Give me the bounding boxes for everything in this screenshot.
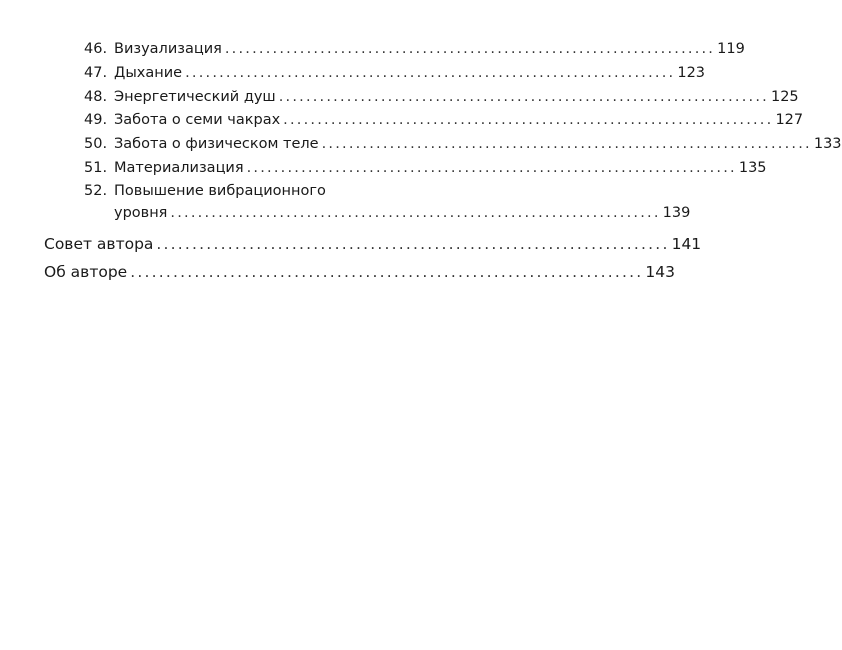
toc-leader-dots: ........................................................................ bbox=[278, 89, 769, 105]
toc-entry-title: Об авторе bbox=[44, 263, 128, 281]
toc-leader-dots: ........................................................................ bbox=[246, 160, 737, 176]
toc-entry-title: Дыхание bbox=[114, 65, 183, 81]
toc-entry-number: 47. bbox=[84, 65, 108, 81]
toc-entry-page: 125 bbox=[770, 89, 799, 105]
toc-entry-title: Совет автора bbox=[44, 235, 154, 253]
toc-entry-48[interactable] bbox=[84, 89, 799, 105]
toc-entry-number: 49. bbox=[84, 112, 108, 128]
toc-entry-title: Энергетический душ bbox=[114, 89, 276, 105]
toc-entry-author-advice[interactable] bbox=[44, 235, 702, 253]
toc-entry-number: 46. bbox=[84, 41, 108, 57]
toc-entry-page: 119 bbox=[717, 41, 745, 57]
toc-entry-52-line1[interactable] bbox=[84, 183, 326, 199]
toc-entry-47[interactable] bbox=[84, 65, 706, 81]
toc-entry-number: 52. bbox=[84, 183, 108, 199]
toc-entry-page: 133 bbox=[813, 136, 842, 152]
toc-leader-dots: ........................................................................ bbox=[170, 205, 661, 221]
toc-leader-dots: ........................................................................ bbox=[283, 112, 774, 128]
toc-entry-46[interactable] bbox=[84, 41, 745, 57]
toc-leader-dots: ........................................................................ bbox=[130, 263, 644, 281]
toc-entry-page: 127 bbox=[775, 112, 804, 128]
toc-entry-page: 141 bbox=[671, 235, 702, 253]
toc-leader-dots: ........................................................................ bbox=[156, 235, 670, 253]
toc-entry-49[interactable] bbox=[84, 112, 804, 128]
toc-entry-52[interactable] bbox=[114, 205, 691, 221]
toc-entry-number: 48. bbox=[84, 89, 108, 105]
toc-entry-page: 143 bbox=[645, 263, 675, 281]
toc-entry-50[interactable] bbox=[84, 136, 842, 152]
toc-entry-page: 123 bbox=[677, 65, 706, 81]
toc-leader-dots: ........................................................................ bbox=[321, 136, 812, 152]
toc-leader-dots: ........................................................................ bbox=[224, 41, 716, 57]
toc-entry-title: Визуализация bbox=[114, 41, 222, 57]
toc-entry-number: 51. bbox=[84, 160, 108, 176]
toc-entry-page: 135 bbox=[738, 160, 767, 176]
toc-entry-page: 139 bbox=[662, 205, 691, 221]
toc-entry-51[interactable] bbox=[84, 160, 767, 176]
toc-entry-number: 50. bbox=[84, 136, 108, 152]
toc-entry-title: Материализация bbox=[114, 160, 244, 176]
toc-entry-title-continued: уровня bbox=[114, 205, 168, 221]
toc-leader-dots: ........................................................................ bbox=[185, 65, 676, 81]
toc-entry-title: Забота о семи чакрах bbox=[114, 112, 281, 128]
toc-entry-title: Повышение вибрационного bbox=[114, 183, 326, 199]
toc-entry-title: Забота о физическом теле bbox=[114, 136, 319, 152]
toc-entry-about-author[interactable] bbox=[44, 263, 675, 281]
